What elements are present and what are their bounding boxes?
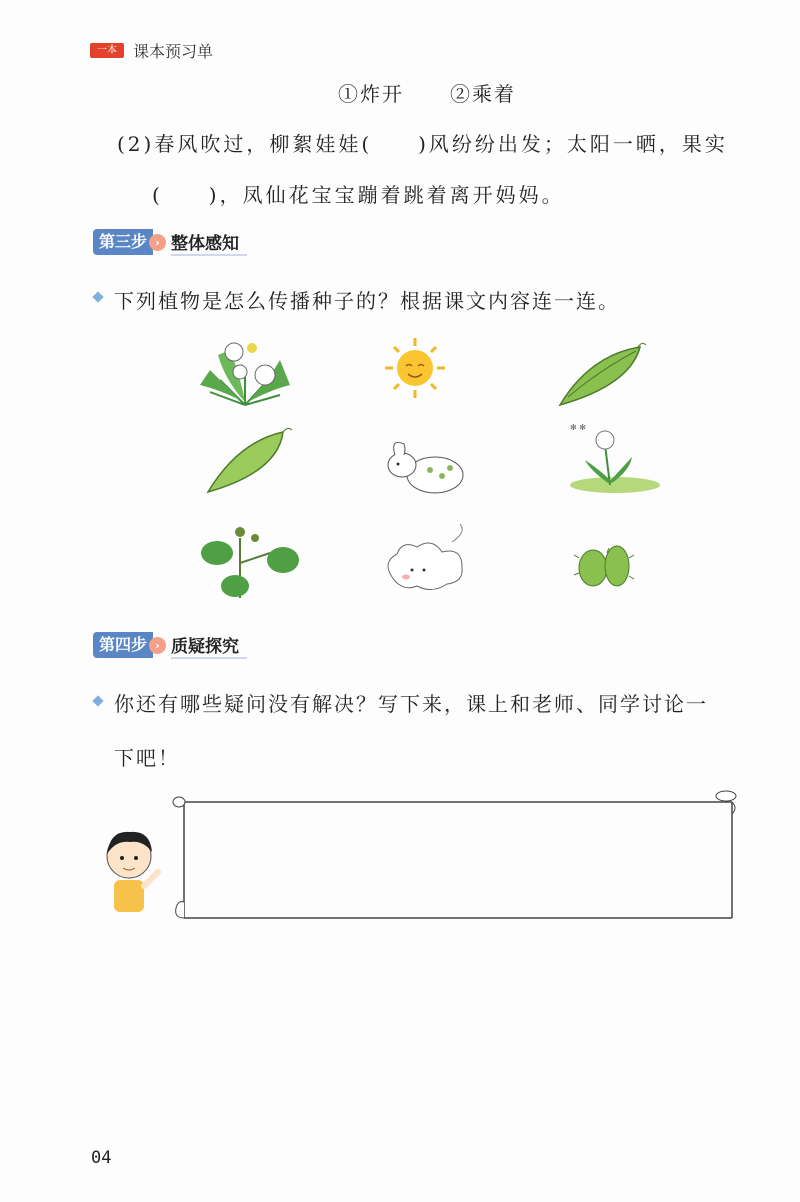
option-2: ②乘着 xyxy=(450,82,516,106)
sun-icon xyxy=(360,330,470,410)
dandelion-seed-icon xyxy=(560,415,670,495)
step4-header xyxy=(93,632,247,658)
pea-pod-icon xyxy=(550,335,660,415)
options-line xyxy=(338,78,562,107)
svg-text:✻ ✻: ✻ ✻ xyxy=(570,423,586,432)
burr-plant-icon xyxy=(195,518,305,598)
option-1: ①炸开 xyxy=(338,82,404,106)
step4-name: 质疑探究 xyxy=(171,632,247,659)
burr-seed-icon xyxy=(555,528,665,608)
wind-cloud-icon xyxy=(372,522,482,602)
step3-question: 下列植物是怎么传播种子的？根据课文内容连一连。 xyxy=(114,289,620,313)
page-number: 04 xyxy=(91,1148,112,1168)
step3-number: 第三步 xyxy=(93,229,153,255)
answer-scroll[interactable] xyxy=(170,788,740,930)
pea-pod-icon xyxy=(198,422,308,502)
step3-header xyxy=(93,229,247,255)
rabbit-icon xyxy=(370,430,480,510)
dandelion-icon xyxy=(190,330,300,410)
q2-line1: (2)春风吹过，柳絮娃娃( )风纷纷出发；太阳一晒，果实 xyxy=(117,132,728,156)
step4-question-line1: 你还有哪些疑问没有解决？写下来，课上和老师、同学讨论一 xyxy=(114,692,708,716)
q2-line2: ( )，凤仙花宝宝蹦着跳着离开妈妈。 xyxy=(152,183,565,207)
chevron-right-icon: › xyxy=(149,234,166,251)
diamond-bullet-icon xyxy=(92,695,103,706)
diamond-bullet-icon xyxy=(92,291,103,302)
boy-avatar xyxy=(98,822,168,917)
header-badge: 一本 xyxy=(90,43,124,58)
step4-question-line2: 下吧！ xyxy=(114,746,180,770)
header-title: 课本预习单 xyxy=(133,42,214,61)
step4-number: 第四步 xyxy=(93,632,153,658)
chevron-right-icon: › xyxy=(149,637,166,654)
step3-name: 整体感知 xyxy=(171,229,247,256)
